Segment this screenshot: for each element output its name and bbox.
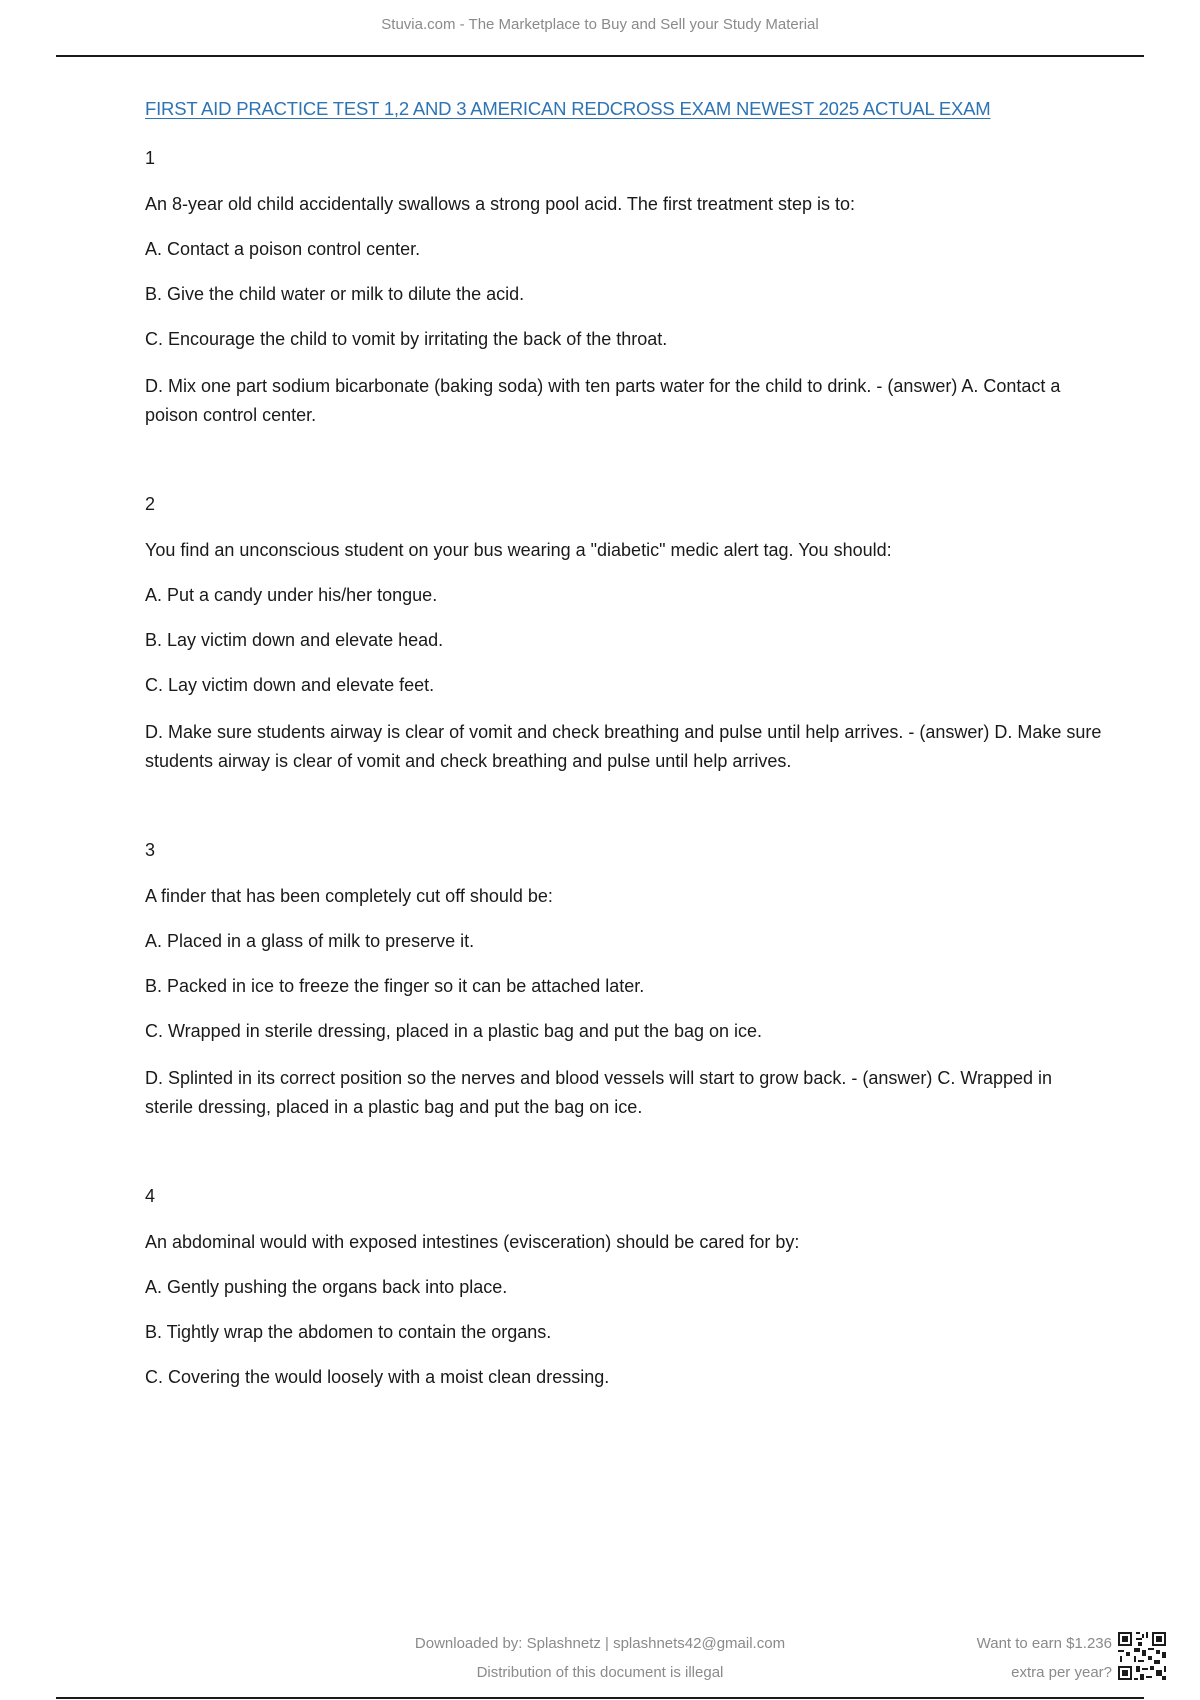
answer-option-b: B. Lay victim down and elevate head. bbox=[145, 630, 444, 650]
question-number: 1 bbox=[145, 148, 156, 168]
question-text: An abdominal would with exposed intestines (evisceration) should be cared for by: bbox=[145, 1232, 800, 1252]
question-spacer bbox=[145, 430, 1105, 492]
answer-option-b: B. Give the child water or milk to dilute the acid. bbox=[145, 284, 525, 304]
footer-divider bbox=[56, 1697, 1144, 1699]
answer-option-a: A. Put a candy under his/her tongue. bbox=[145, 585, 438, 605]
question-number: 3 bbox=[145, 840, 156, 860]
answer-option-a: A. Contact a poison control center. bbox=[145, 239, 421, 259]
answer-option-c: C. Encourage the child to vomit by irritating the back of the throat. bbox=[145, 329, 668, 349]
answer-option-d: D. Make sure students airway is clear of vomit and check breathing and pulse until help arrives. - (answer) D. Make sure students airway is clear of vomit and check breathing and pulse until help arrives. bbox=[145, 722, 1102, 771]
question-spacer bbox=[145, 776, 1105, 838]
question-spacer bbox=[145, 1122, 1105, 1184]
question-text: A finder that has been completely cut off should be: bbox=[145, 886, 553, 906]
earn-promo-line2[interactable]: extra per year? bbox=[1011, 1664, 1112, 1681]
question-4 bbox=[145, 1184, 1105, 1389]
answer-option-c: C. Wrapped in sterile dressing, placed in a plastic bag and put the bag on ice. bbox=[145, 1021, 763, 1041]
question-1 bbox=[145, 146, 1105, 430]
answer-option-d: D. Splinted in its correct position so the nerves and blood vessels will start to grow back. - (answer) C. Wrapped in sterile dressing, placed in a plastic bag and put the bag on ice. bbox=[145, 1068, 1053, 1117]
earn-promo-line1[interactable]: Want to earn $1.236 bbox=[976, 1635, 1112, 1652]
question-number: 2 bbox=[145, 494, 156, 514]
answer-option-d: D. Mix one part sodium bicarbonate (baking soda) with ten parts water for the child to drink. - (answer) A. Contact a poison control center. bbox=[145, 376, 1061, 425]
question-2 bbox=[145, 492, 1105, 776]
answer-option-c: C. Lay victim down and elevate feet. bbox=[145, 675, 435, 695]
question-number: 4 bbox=[145, 1186, 156, 1206]
earn-promo[interactable] bbox=[977, 1629, 1112, 1687]
header-divider bbox=[56, 55, 1144, 57]
document-body bbox=[145, 98, 1105, 1410]
distribution-notice: Distribution of this document is illegal bbox=[476, 1664, 724, 1681]
answer-option-b: B. Tightly wrap the abdomen to contain the organs. bbox=[145, 1322, 552, 1342]
question-text: An 8-year old child accidentally swallows a strong pool acid. The first treatment step is to: bbox=[145, 194, 856, 214]
question-text: You find an unconscious student on your bus wearing a "diabetic" medic alert tag. You should: bbox=[145, 540, 892, 560]
download-footer bbox=[360, 1629, 840, 1687]
answer-option-c: C. Covering the would loosely with a moist clean dressing. bbox=[145, 1367, 610, 1387]
downloaded-by-text: Downloaded by: Splashnetz | splashnets42@gmail.com bbox=[414, 1635, 786, 1652]
qr-code-icon[interactable] bbox=[1116, 1630, 1168, 1682]
site-header[interactable]: Stuvia.com - The Marketplace to Buy and Sell your Study Material bbox=[381, 16, 819, 33]
document-title[interactable]: FIRST AID PRACTICE TEST 1,2 AND 3 AMERICAN REDCROSS EXAM NEWEST 2025 ACTUAL EXAM bbox=[145, 98, 991, 119]
answer-option-b: B. Packed in ice to freeze the finger so it can be attached later. bbox=[145, 976, 645, 996]
question-3 bbox=[145, 838, 1105, 1122]
answer-option-a: A. Placed in a glass of milk to preserve it. bbox=[145, 931, 475, 951]
answer-option-a: A. Gently pushing the organs back into place. bbox=[145, 1277, 508, 1297]
